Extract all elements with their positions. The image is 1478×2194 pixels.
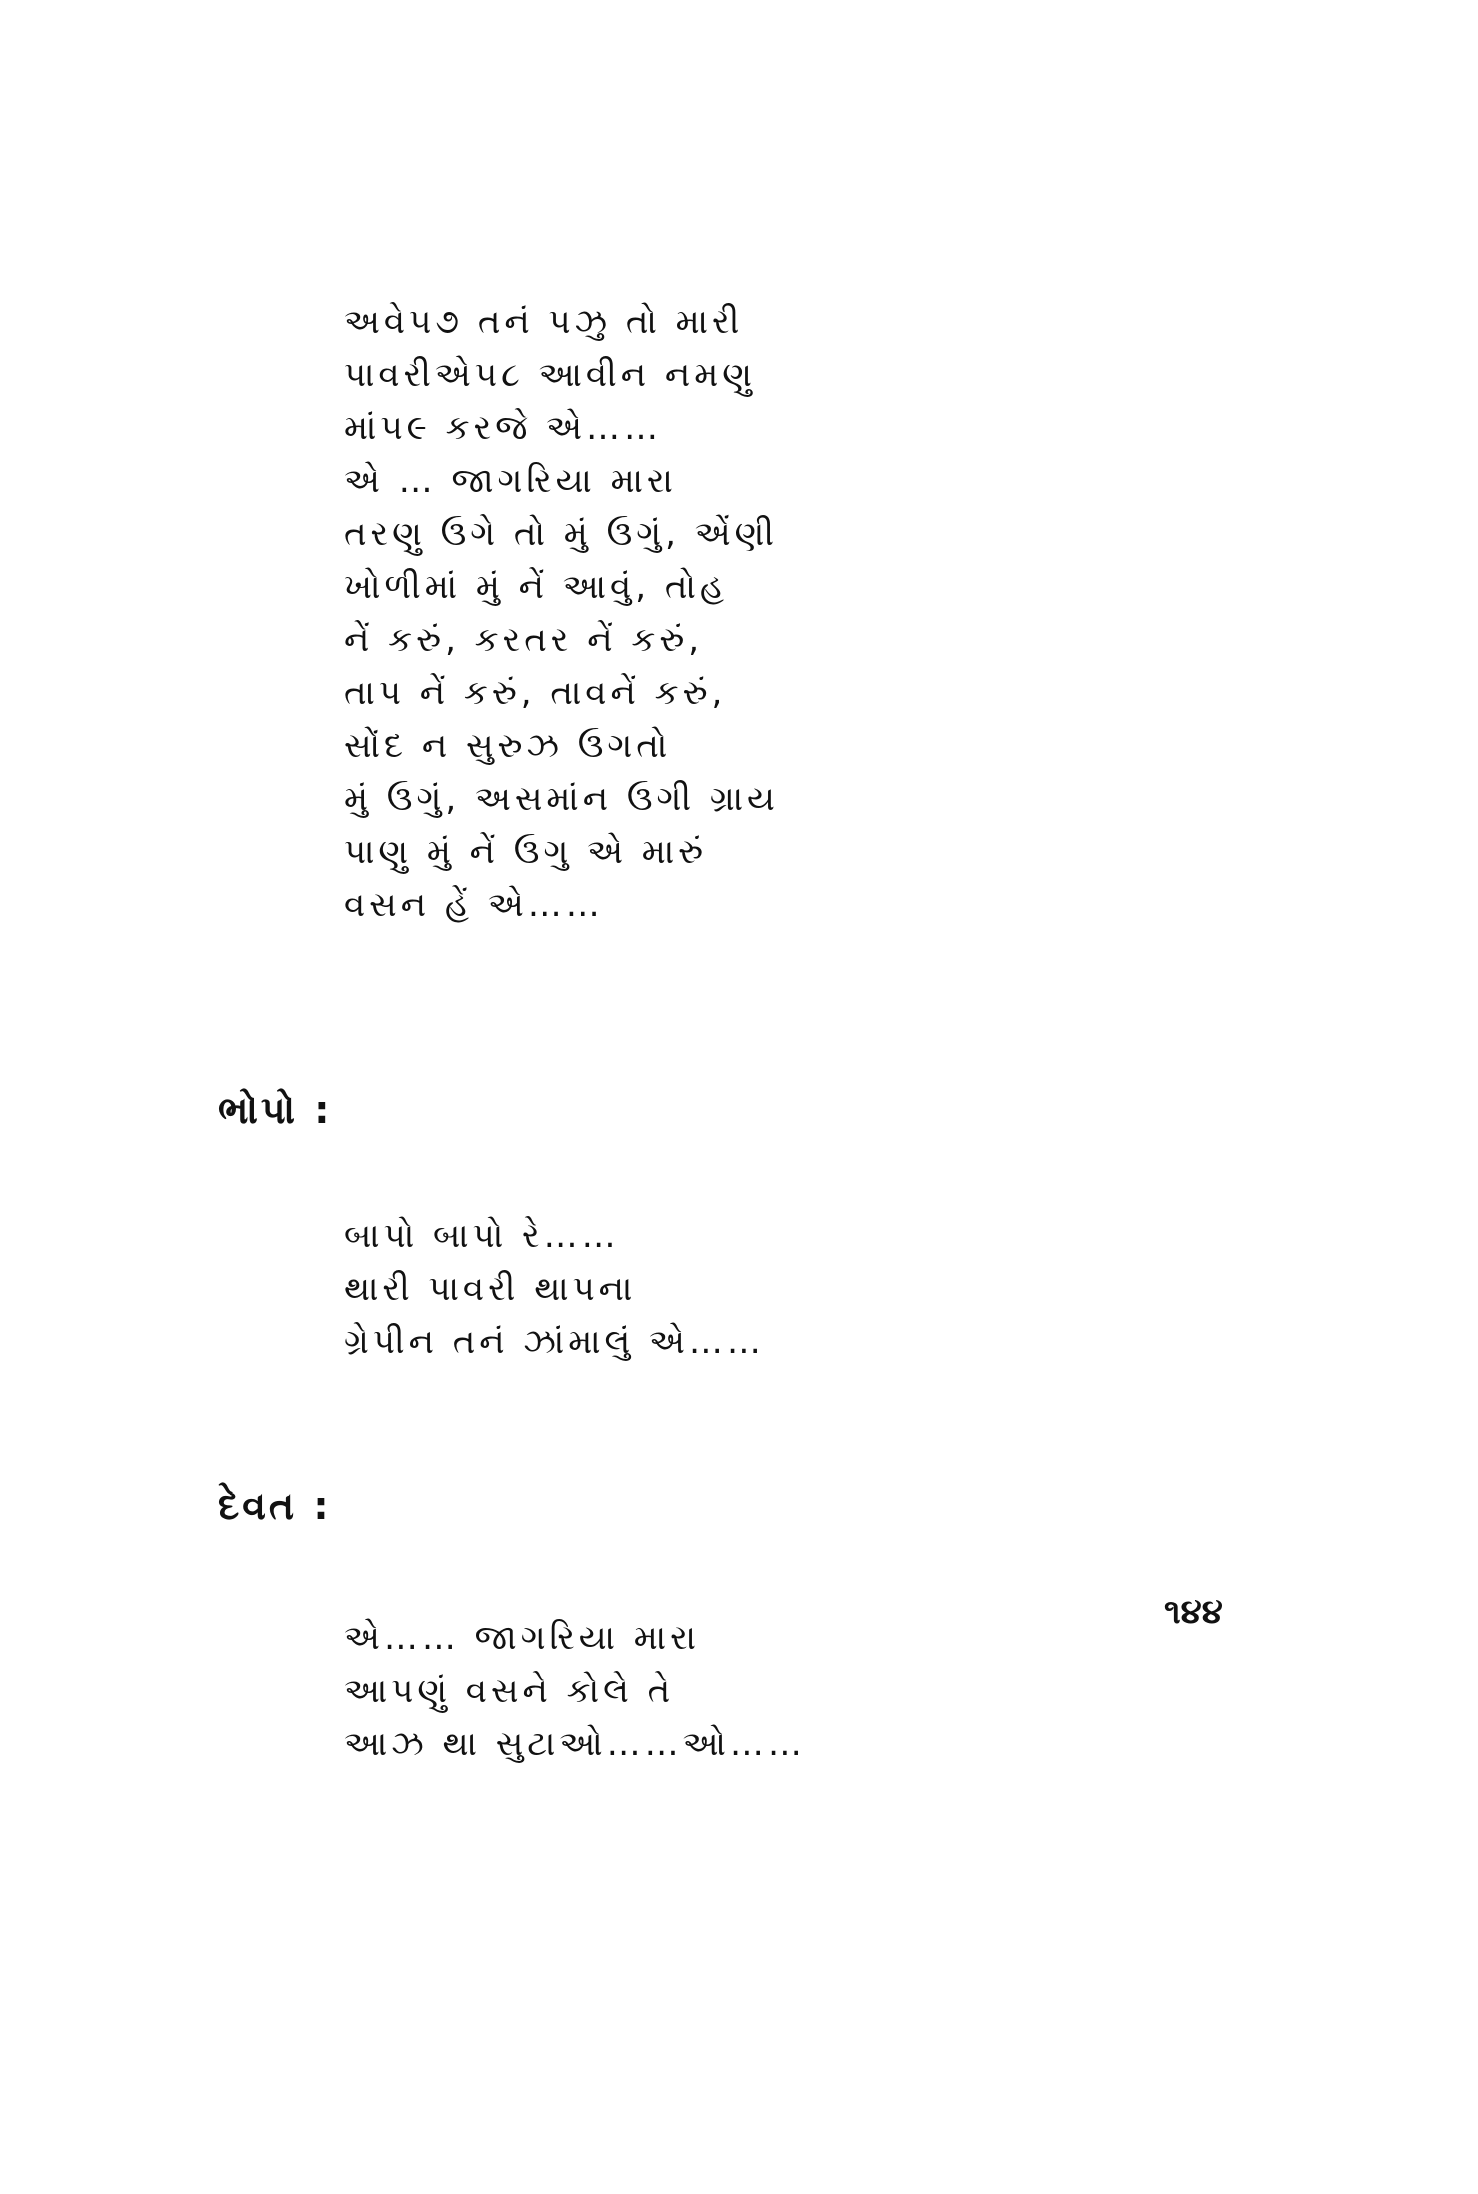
verse-line: આપણું વસને કોલે તે (344, 1671, 675, 1711)
speaker-label: ભોપો : (218, 1088, 333, 1132)
verse-line: માં૫૯ કરજે એ…… (344, 408, 663, 448)
verse-stanza-3 (344, 1612, 806, 1771)
verse-line: નેં કરું, કરતર નેં કરું, (344, 620, 704, 660)
verse-line: ગ્રેપીન તનં ઝાંમાલું એ…… (344, 1322, 765, 1362)
verse-line: વસન હેં એ…… (344, 885, 604, 925)
verse-line: પાણુ મું નેં ઉગુ એ મારું (344, 832, 708, 872)
verse-stanza-2 (344, 1210, 765, 1369)
speaker-label: દેવત : (218, 1484, 332, 1528)
verse-line: બાપો બાપો રે…… (344, 1216, 620, 1256)
verse-line: થારી પાવરી થાપના (344, 1269, 637, 1309)
verse-line: સોંદ ન સુરુઝ ઉગતો (344, 726, 672, 766)
verse-line: તાપ નેં કરું, તાવનેં કરું, (344, 673, 727, 713)
verse-line: મું ઉગું, અસમાંન ઉગી ગ્રાય (344, 779, 779, 819)
verse-line: અવે૫૭ તનં પઝુ તો મારી (344, 302, 744, 342)
verse-line: આઝ થા સુટાઓ……ઓ…… (344, 1724, 806, 1764)
verse-line: ખોળીમાં મું નેં આવું, તોહ (344, 567, 729, 607)
verse-line: એ…… જાગરિયા મારા (344, 1618, 701, 1658)
verse-line: એ … જાગરિયા મારા (344, 461, 677, 501)
verse-line: પાવરીએ૫૮ આવીન નમણુ (344, 355, 756, 395)
verse-stanza-1 (344, 296, 779, 932)
verse-line: તરણુ ઉગે તો મું ઉગું, એંણી (344, 514, 778, 554)
page-number: ૧૪૪ (1164, 1592, 1223, 1632)
